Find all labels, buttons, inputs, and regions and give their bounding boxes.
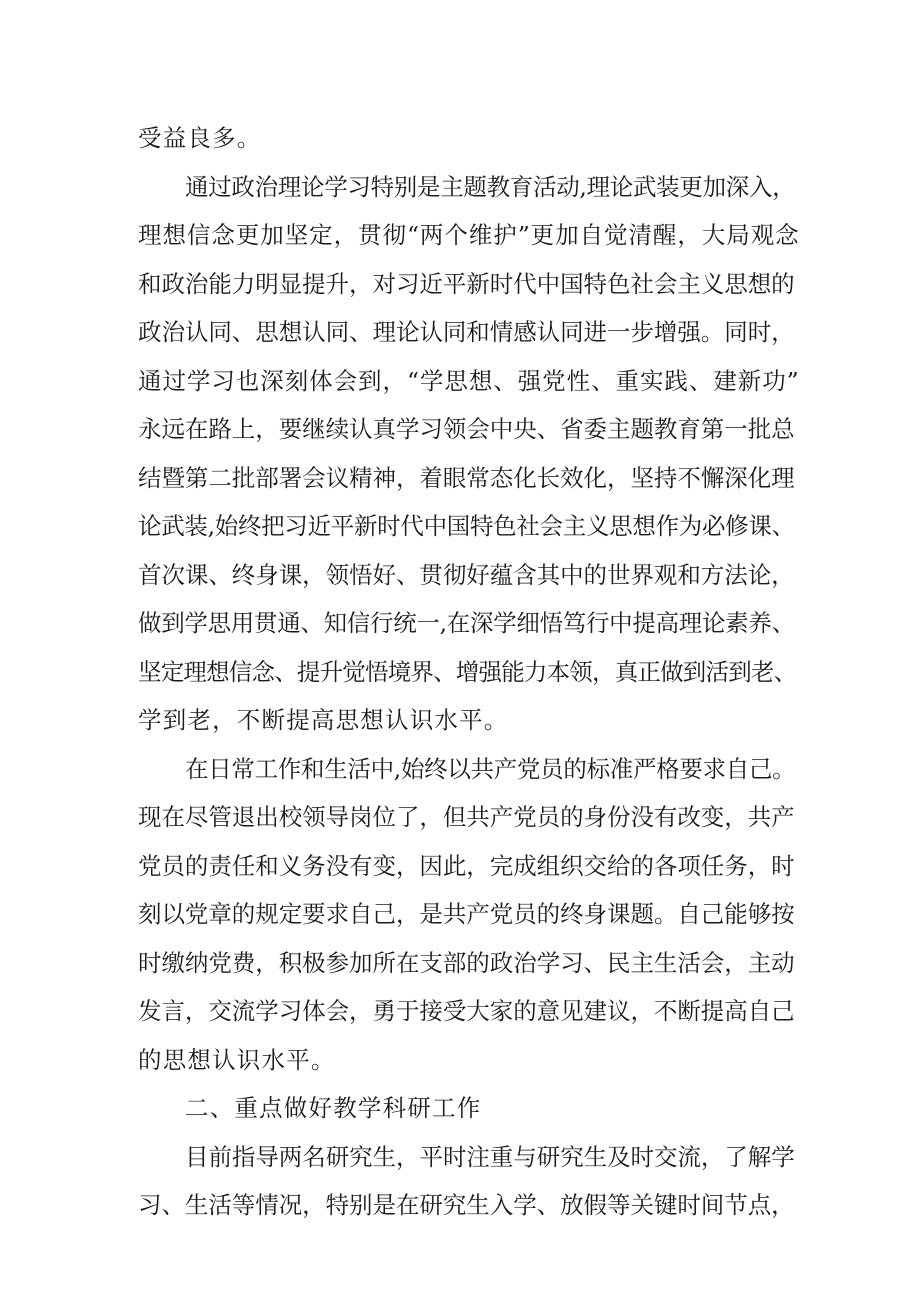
text-line: 习、生活等情况，特别是在研究生入学、放假等关键时间节点，	[138, 1191, 795, 1219]
text-line: 和政治能力明显提升，对习近平新时代中国特色社会主义思想的	[138, 269, 795, 298]
text-line: 发言，交流学习体会，勇于接受大家的意见建议，不断提高自己	[138, 997, 795, 1025]
text-line: 理想信念更加坚定，贯彻“两个维护”更加自觉清醒，大局观念	[138, 221, 800, 249]
text-line: 论武装,始终把习近平新时代中国特色社会主义思想作为必修课、	[138, 512, 795, 540]
text-line: 的思想认识水平。	[138, 1045, 336, 1074]
text-line: 通过学习也深刻体会到，“学思想、强党性、重实践、建新功”	[138, 366, 800, 395]
text-line: 政治认同、思想认同、理论认同和情感认同进一步增强。同时，	[138, 318, 795, 346]
text-line: 党员的责任和义务没有变，因此，完成组织交给的各项任务，时	[138, 851, 795, 880]
text-line: 坚定理想信念、提升觉悟境界、增强能力本领，真正做到活到老、	[138, 657, 797, 686]
text-line: 时缴纳党费，积极参加所在支部的政治学习、民主生活会，主动	[138, 948, 795, 977]
text-line: 永远在路上，要继续认真学习领会中央、省委主题教育第一批总	[138, 415, 795, 443]
text-line: 学到老，不断提高思想认识水平。	[138, 706, 509, 734]
text-line: 结暨第二批部署会议精神，着眼常态化长效化，坚持不懈深化理	[138, 463, 795, 492]
text-line: 刻以党章的规定要求自己，是共产党员的终身课题。自己能够按	[138, 900, 795, 928]
text-line: 首次课、终身课，领悟好、贯彻好蕴含其中的世界观和方法论，	[138, 560, 795, 589]
text-line: 目前指导两名研究生，平时注重与研究生及时交流，了解学	[185, 1142, 795, 1171]
section-heading: 二、重点做好教学科研工作	[185, 1094, 482, 1122]
document-body	[138, 114, 798, 1230]
text-line: 做到学思用贯通、知信行统一,在深学细悟笃行中提高理论素养、	[138, 609, 795, 637]
text-line: 受益良多。	[138, 124, 262, 152]
text-line: 通过政治理论学习特别是主题教育活动,理论武装更加深入，	[185, 172, 796, 201]
text-line: 现在尽管退出校领导岗位了，但共产党员的身份没有改变，共产	[138, 803, 795, 831]
text-line: 在日常工作和生活中,始终以共产党员的标准严格要求自己。	[185, 754, 796, 783]
